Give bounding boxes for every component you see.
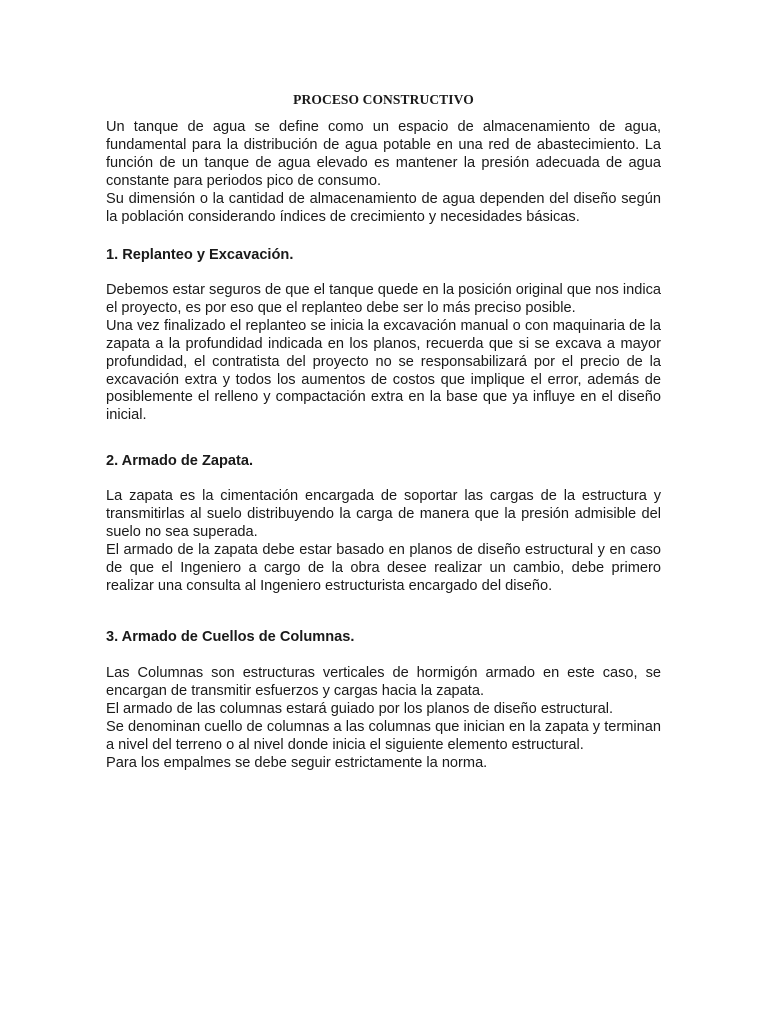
section-3-paragraph-1: Las Columnas son estructuras verticales de hormigón armado en este caso, se encargan de transmitir esfuerzos y cargas hacia la zapata. — [106, 665, 661, 699]
section-2-paragraph-2: El armado de la zapata debe estar basado en planos de diseño estructural y en caso de que el Ingeniero a cargo de la obra desee realizar un cambio, debe primero realizar una consulta al Ingeniero estructurista encargado del diseño. — [106, 541, 661, 594]
section-1-body — [106, 282, 661, 425]
section-2-body — [106, 488, 661, 595]
section-3-heading: 3. Armado de Cuellos de Columnas. — [106, 629, 355, 645]
section-3-paragraph-3: Se denominan cuello de columnas a las columnas que inician en la zapata y terminan a nivel del terreno o al nivel donde inicia el siguiente elemento estructural. — [106, 718, 661, 753]
intro-paragraph-1: Un tanque de agua se define como un espacio de almacenamiento de agua, fundamental para la distribución de agua potable en una red de abastecimiento. La función de un tanque de agua elevado es mantener la presión adecuada de agua constante para periodos pico de consumo. — [106, 119, 661, 189]
intro-block — [106, 119, 661, 226]
section-1-paragraph-2: Una vez finalizado el replanteo se inicia la excavación manual o con maquinaria de la zapata a la profundidad indicada en los planos, recuerda que si se excava a mayor profundidad, el contratista del proyecto no se responsabilizará por el precio de la excavación extra y todos los aumentos de costos que implique el error, además de posiblemente el relleno y compactación extra en la base que ya influye en el diseño inicial. — [106, 317, 661, 424]
section-2-paragraph-1: La zapata es la cimentación encargada de soportar las cargas de la estructura y transmitirlas al suelo distribuyendo la carga de manera que la presión admisible del suelo no sea superada. — [106, 488, 661, 540]
section-3-body — [106, 665, 661, 772]
document-title: PROCESO CONSTRUCTIVO — [293, 92, 474, 107]
document-page — [106, 0, 661, 1024]
section-1-heading: 1. Replanteo y Excavación. — [106, 247, 294, 263]
intro-paragraph-2: Su dimensión o la cantidad de almacenamiento de agua dependen del diseño según la población considerando índices de crecimiento y necesidades básicas. — [106, 190, 661, 225]
section-2-heading: 2. Armado de Zapata. — [106, 453, 254, 469]
section-1-paragraph-1: Debemos estar seguros de que el tanque quede en la posición original que nos indica el proyecto, es por eso que el replanteo debe ser lo más preciso posible. — [106, 282, 661, 316]
section-3-paragraph-2: El armado de las columnas estará guiado por los planos de diseño estructural. — [106, 700, 614, 717]
section-3-paragraph-4: Para los empalmes se debe seguir estrictamente la norma. — [106, 754, 488, 771]
